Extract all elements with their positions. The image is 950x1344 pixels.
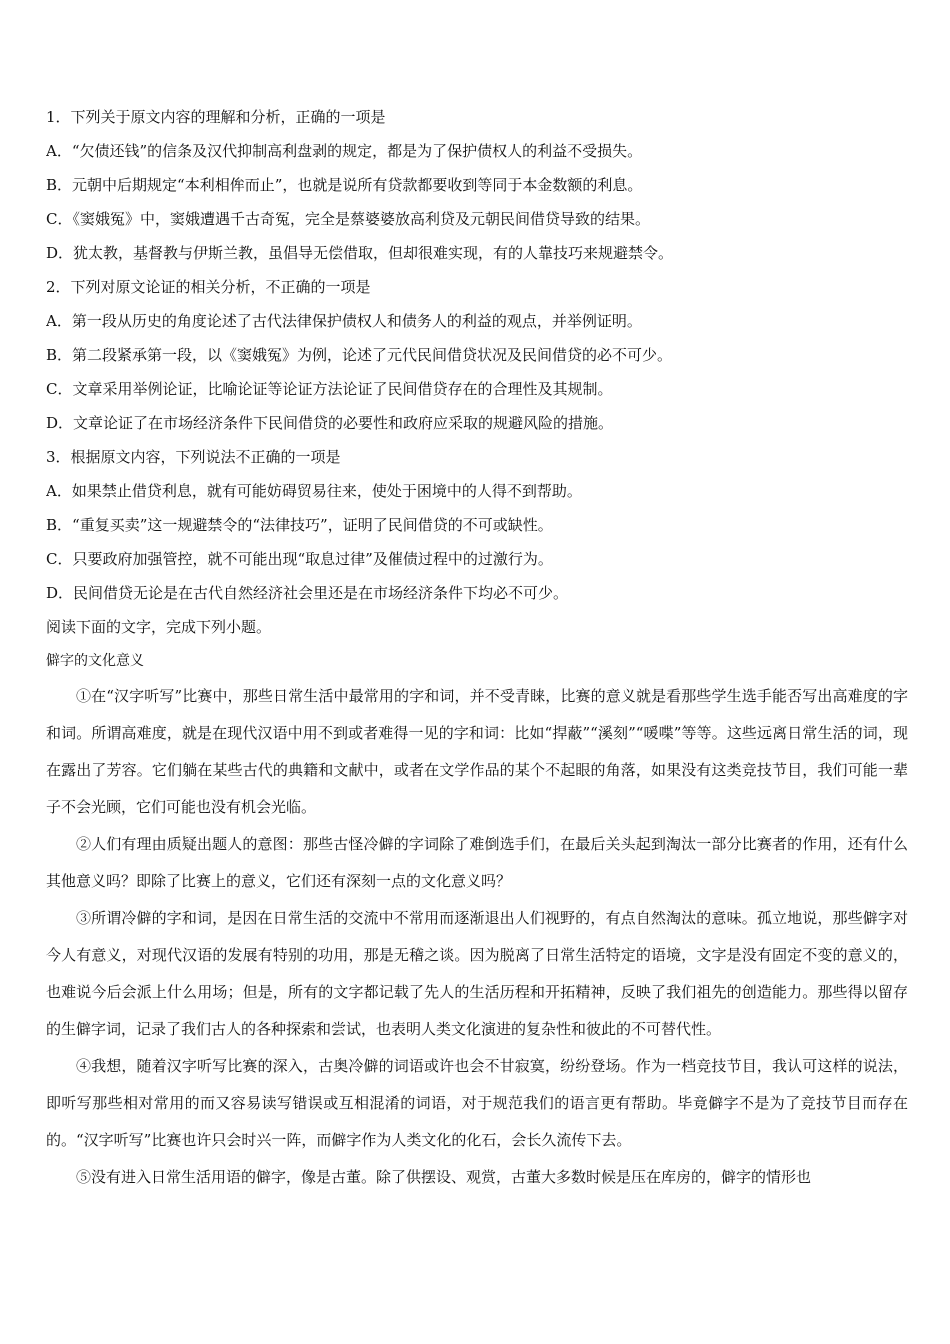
question-option: D．文章论证了在市场经济条件下民间借贷的必要性和政府应采取的规避风险的措施。 [46, 414, 614, 432]
article-paragraph-1: ①在“汉字听写”比赛中，那些日常生活中最常用的字和词，并不受青睐，比赛的意义就是看那些学生选手能否写出高难度的字和词。所谓高难度，就是在现代汉语中用不到或者难得一见的字和词：比如“捍蔽”“溪刻”“喛喋”等等。这些远离日常生活的词，现在露出了芳容。它们躺在某些古代的典籍和文献中，或者在文学作品的某个不起眼的角落，如果没有这类竞技节目，我们可能一辈子不会光顾，它们可能也没有机会光临。 [46, 687, 908, 816]
question-option: A．第一段从历史的角度论述了古代法律保护债权人和债务人的利益的观点，并举例证明。 [46, 312, 642, 330]
article-paragraph-2: ②人们有理由质疑出题人的意图：那些古怪冷僻的字词除了难倒选手们，在最后关头起到淘汰一部分比赛者的作用，还有什么其他意义吗？即除了比赛上的意义，它们还有深刻一点的文化意义吗？ [46, 835, 908, 890]
question-3 [46, 440, 908, 610]
article-title: 僻字的文化意义 [46, 653, 144, 669]
question-stem: 3．根据原文内容，下列说法不正确的一项是 [46, 448, 341, 466]
article-paragraph-3: ③所谓冷僻的字和词，是因在日常生活的交流中不常用而逐渐退出人们视野的，有点自然淘汰的意味。孤立地说，那些僻字对今人有意义，对现代汉语的发展有特别的功用，那是无稽之谈。因为脱离了日常生活特定的语境，文字是没有固定不变的意义的，也难说今后会派上什么用场；但是，所有的文字都记载了先人的生活历程和开拓精神，反映了我们祖先的创造能力。那些得以留存的生僻字词，记录了我们古人的各种探索和尝试，也表明人类文化演进的复杂性和彼此的不可替代性。 [46, 909, 908, 1038]
question-option: B．“重复买卖”这一规避禁令的“法律技巧”，证明了民间借贷的不可或缺性。 [46, 516, 553, 534]
question-stem: 1．下列关于原文内容的理解和分析，正确的一项是 [46, 108, 386, 126]
question-option: D．民间借贷无论是在古代自然经济社会里还是在市场经济条件下均必不可少。 [46, 584, 569, 602]
question-option: A．如果禁止借贷利息，就有可能妨碍贸易往来，使处于困境中的人得不到帮助。 [46, 482, 582, 500]
question-option: B．第二段紧承第一段，以《窦娥冤》为例，论述了元代民间借贷状况及民间借贷的必不可少。 [46, 346, 673, 364]
article-paragraph-5: ⑤没有进入日常生活用语的僻字，像是古董。除了供摆设、观赏，古董大多数时候是压在库房的，僻字的情形也 [76, 1168, 812, 1186]
question-1 [46, 100, 908, 270]
question-option: C．《窦娥冤》中，窦娥遭遇千古奇冤，完全是蔡婆婆放高利贷及元朝民间借贷导致的结果。 [46, 210, 650, 228]
question-option: B．元朝中后期规定“本利相侔而止”，也就是说所有贷款都要收到等同于本金数额的利息。 [46, 176, 643, 194]
question-2 [46, 270, 908, 440]
document-page [46, 100, 908, 1196]
question-option: D．犹太教，基督教与伊斯兰教，虽倡导无偿借取，但却很难实现，有的人靠技巧来规避禁令。 [46, 244, 674, 262]
article-paragraph-4: ④我想，随着汉字听写比赛的深入，古奥冷僻的词语或许也会不甘寂寞，纷纷登场。作为一档竞技节目，我认可这样的说法，即听写那些相对常用的而又容易读写错误或互相混淆的词语，对于规范我们的语言更有帮助。毕竟僻字不是为了竞技节目而存在的。“汉字听写”比赛也许只会时兴一阵，而僻字作为人类文化的化石，会长久流传下去。 [46, 1057, 908, 1149]
question-option: A．“欠债还钱”的信条及汉代抑制高利盘剥的规定，都是为了保护债权人的利益不受损失。 [46, 142, 643, 160]
reading-instruction: 阅读下面的文字，完成下列小题。 [46, 618, 272, 636]
question-option: C．文章采用举例论证，比喻论证等论证方法论证了民间借贷存在的合理性及其规制。 [46, 380, 613, 398]
question-stem: 2．下列对原文论证的相关分析，不正确的一项是 [46, 278, 371, 296]
article-body [46, 678, 908, 1196]
question-option: C．只要政府加强管控，就不可能出现“取息过律”及催债过程中的过激行为。 [46, 550, 553, 568]
